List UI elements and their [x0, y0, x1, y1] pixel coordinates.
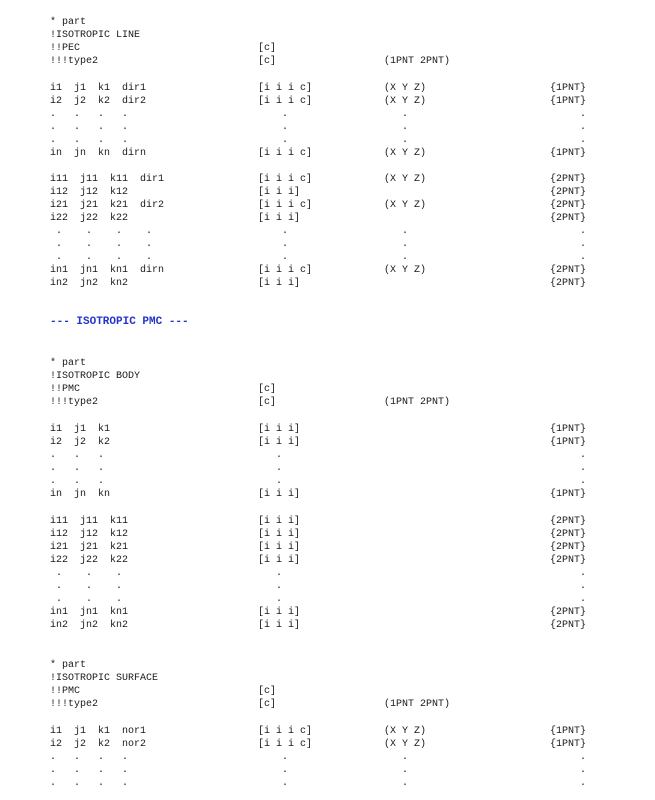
code-line — [0, 370, 655, 383]
code-column-4: {2PNT} — [550, 516, 587, 527]
code-column-2: [i i i] — [258, 278, 301, 289]
code-column-4: {2PNT} — [550, 278, 587, 289]
code-line — [0, 108, 655, 121]
code-line — [0, 488, 655, 501]
section-header-isotropic-pmc: --- ISOTROPIC PMC --- — [50, 316, 189, 328]
code-column-3: (X Y Z) — [384, 200, 427, 211]
code-column-2: [i i i] — [258, 424, 301, 435]
code-line — [0, 147, 655, 160]
code-column-4: {2PNT} — [550, 174, 587, 185]
code-column-4: . — [550, 594, 587, 605]
code-column-3: . — [384, 778, 409, 789]
code-column-1: . . . . — [50, 109, 129, 120]
code-column-3: . — [384, 765, 409, 776]
code-column-1: i22 j22 k22 — [50, 213, 129, 224]
code-line — [0, 462, 655, 475]
code-column-1: i21 j21 k21 dir2 — [50, 200, 165, 211]
code-line — [0, 580, 655, 593]
code-line — [0, 725, 655, 738]
code-line — [0, 16, 655, 29]
code-column-4: . — [550, 450, 587, 461]
code-column-2: . — [258, 568, 283, 579]
code-column-1: in1 jn1 kn1 dirn — [50, 265, 165, 276]
code-column-3: (X Y Z) — [384, 739, 427, 750]
code-line — [0, 55, 655, 68]
code-column-1: * part — [50, 660, 87, 671]
code-line — [0, 567, 655, 580]
code-line — [0, 515, 655, 528]
code-line — [0, 449, 655, 462]
code-column-4: . — [550, 476, 587, 487]
code-column-1: . . . . — [50, 226, 153, 237]
code-line — [0, 475, 655, 488]
code-column-4: . — [550, 581, 587, 592]
code-column-2: [i i i c] — [258, 265, 313, 276]
code-column-3: (1PNT 2PNT) — [384, 56, 451, 67]
code-column-2: . — [258, 450, 283, 461]
code-line — [0, 264, 655, 277]
code-column-2: [c] — [258, 43, 277, 54]
code-column-3: (X Y Z) — [384, 148, 427, 159]
code-column-1: i1 j1 k1 dir1 — [50, 83, 147, 94]
code-line — [0, 423, 655, 436]
code-column-3: . — [384, 252, 409, 263]
code-column-2: [i i i] — [258, 555, 301, 566]
code-column-3: . — [384, 122, 409, 133]
code-column-2: [i i i] — [258, 516, 301, 527]
code-column-2: [i i i c] — [258, 739, 313, 750]
code-column-2: [i i i c] — [258, 96, 313, 107]
code-column-2: . — [258, 239, 289, 250]
code-column-4: {1PNT} — [550, 96, 587, 107]
code-column-4: . — [550, 109, 587, 120]
code-column-4: {1PNT} — [550, 489, 587, 500]
code-column-4: . — [550, 765, 587, 776]
code-line — [0, 134, 655, 147]
code-column-4: {2PNT} — [550, 265, 587, 276]
code-line — [0, 396, 655, 409]
code-column-3: . — [384, 226, 409, 237]
code-column-1: . . . — [50, 594, 123, 605]
code-column-2: [i i i] — [258, 187, 301, 198]
code-column-4: {2PNT} — [550, 620, 587, 631]
code-line — [0, 777, 655, 790]
code-line — [0, 29, 655, 42]
code-column-2: [i i i] — [258, 437, 301, 448]
code-column-2: [i i i c] — [258, 83, 313, 94]
code-column-1: in jn kn dirn — [50, 148, 147, 159]
code-column-1: i12 j12 k12 — [50, 187, 129, 198]
code-column-3: (1PNT 2PNT) — [384, 397, 451, 408]
code-line — [0, 225, 655, 238]
code-line — [0, 738, 655, 751]
code-line — [0, 698, 655, 711]
code-line — [0, 238, 655, 251]
code-column-1: . . . — [50, 581, 123, 592]
code-column-1: . . . — [50, 463, 105, 474]
code-column-2: . — [258, 752, 289, 763]
code-column-2: [i i i c] — [258, 200, 313, 211]
code-column-4: {1PNT} — [550, 739, 587, 750]
code-line — [0, 685, 655, 698]
code-column-4: {1PNT} — [550, 437, 587, 448]
code-column-1: . . . . — [50, 239, 153, 250]
code-column-1: !ISOTROPIC BODY — [50, 371, 141, 382]
code-line — [0, 251, 655, 264]
code-column-1: !!PMC — [50, 686, 81, 697]
code-column-1: in2 jn2 kn2 — [50, 620, 129, 631]
code-column-2: . — [258, 581, 283, 592]
code-line — [0, 619, 655, 632]
code-column-2: [c] — [258, 699, 277, 710]
code-column-2: [i i i] — [258, 213, 301, 224]
code-column-2: . — [258, 778, 289, 789]
code-line — [0, 764, 655, 777]
code-column-1: . . . . — [50, 765, 129, 776]
code-column-2: . — [258, 463, 283, 474]
code-column-1: i21 j21 k21 — [50, 542, 129, 553]
code-column-2: [c] — [258, 384, 277, 395]
code-column-1: * part — [50, 17, 87, 28]
code-line — [0, 186, 655, 199]
code-column-1: !ISOTROPIC SURFACE — [50, 673, 159, 684]
code-column-3: (X Y Z) — [384, 83, 427, 94]
code-column-4: . — [550, 752, 587, 763]
code-column-1: i12 j12 k12 — [50, 529, 129, 540]
code-column-4: . — [550, 226, 587, 237]
code-column-1: i2 j2 k2 nor2 — [50, 739, 147, 750]
code-column-4: . — [550, 568, 587, 579]
code-line — [0, 95, 655, 108]
code-column-3: (1PNT 2PNT) — [384, 699, 451, 710]
code-column-1: . . . . — [50, 252, 153, 263]
code-column-4: {1PNT} — [550, 424, 587, 435]
code-column-2: [c] — [258, 686, 277, 697]
code-column-1: . . . — [50, 568, 123, 579]
code-column-2: [i i i] — [258, 529, 301, 540]
code-column-1: . . . — [50, 476, 105, 487]
code-line — [0, 121, 655, 134]
code-column-4: {1PNT} — [550, 726, 587, 737]
code-line — [0, 751, 655, 764]
code-column-1: !!!type2 — [50, 699, 99, 710]
code-column-4: . — [550, 463, 587, 474]
code-column-1: !ISOTROPIC LINE — [50, 30, 141, 41]
code-line — [0, 606, 655, 619]
code-column-1: . . . . — [50, 122, 129, 133]
code-column-1: i22 j22 k22 — [50, 555, 129, 566]
code-column-4: {2PNT} — [550, 200, 587, 211]
code-column-2: [i i i] — [258, 607, 301, 618]
code-column-1: i11 j11 k11 dir1 — [50, 174, 165, 185]
code-line — [0, 672, 655, 685]
code-column-4: . — [550, 135, 587, 146]
code-column-2: [i i i c] — [258, 174, 313, 185]
code-column-3: . — [384, 752, 409, 763]
code-column-4: {2PNT} — [550, 187, 587, 198]
code-line — [0, 436, 655, 449]
code-column-3: . — [384, 135, 409, 146]
code-line — [0, 554, 655, 567]
code-column-4: {2PNT} — [550, 607, 587, 618]
code-column-2: [i i i] — [258, 489, 301, 500]
code-column-1: . . . . — [50, 778, 129, 789]
code-column-2: . — [258, 122, 289, 133]
code-column-1: . . . — [50, 450, 105, 461]
code-column-1: * part — [50, 358, 87, 369]
code-column-3: (X Y Z) — [384, 726, 427, 737]
code-column-3: (X Y Z) — [384, 96, 427, 107]
code-column-1: !!!type2 — [50, 397, 99, 408]
code-column-1: !!PMC — [50, 384, 81, 395]
code-line — [0, 593, 655, 606]
code-column-4: {1PNT} — [550, 148, 587, 159]
code-column-2: . — [258, 226, 289, 237]
code-column-2: [i i i c] — [258, 726, 313, 737]
code-column-1: . . . . — [50, 135, 129, 146]
code-column-1: i1 j1 k1 nor1 — [50, 726, 147, 737]
code-column-2: . — [258, 476, 283, 487]
code-column-1: i11 j11 k11 — [50, 516, 129, 527]
code-column-2: [i i i] — [258, 620, 301, 631]
code-line — [0, 212, 655, 225]
code-line — [0, 383, 655, 396]
code-line — [0, 199, 655, 212]
code-column-1: i2 j2 k2 — [50, 437, 111, 448]
code-column-4: . — [550, 122, 587, 133]
code-line — [0, 277, 655, 290]
code-column-1: in1 jn1 kn1 — [50, 607, 129, 618]
code-column-1: !!PEC — [50, 43, 81, 54]
code-column-2: [i i i] — [258, 542, 301, 553]
code-line — [0, 659, 655, 672]
code-line — [0, 42, 655, 55]
code-column-2: [c] — [258, 56, 277, 67]
code-line — [0, 82, 655, 95]
code-column-2: [i i i c] — [258, 148, 313, 159]
code-column-4: {2PNT} — [550, 555, 587, 566]
code-column-2: [c] — [258, 397, 277, 408]
code-column-1: in jn kn — [50, 489, 111, 500]
code-column-4: . — [550, 239, 587, 250]
code-column-1: in2 jn2 kn2 — [50, 278, 129, 289]
code-column-4: . — [550, 252, 587, 263]
code-column-1: . . . . — [50, 752, 129, 763]
code-column-2: . — [258, 135, 289, 146]
code-line — [0, 357, 655, 370]
code-column-1: i2 j2 k2 dir2 — [50, 96, 147, 107]
code-column-4: {1PNT} — [550, 83, 587, 94]
code-column-2: . — [258, 765, 289, 776]
code-column-4: {2PNT} — [550, 213, 587, 224]
code-column-2: . — [258, 594, 283, 605]
code-line — [0, 173, 655, 186]
code-column-3: . — [384, 239, 409, 250]
code-column-4: {2PNT} — [550, 542, 587, 553]
code-column-3: (X Y Z) — [384, 174, 427, 185]
code-column-2: . — [258, 252, 289, 263]
code-column-3: . — [384, 109, 409, 120]
code-column-4: {2PNT} — [550, 529, 587, 540]
code-line — [0, 541, 655, 554]
code-column-4: . — [550, 778, 587, 789]
code-column-1: i1 j1 k1 — [50, 424, 111, 435]
code-column-1: !!!type2 — [50, 56, 99, 67]
code-line — [0, 528, 655, 541]
code-column-2: . — [258, 109, 289, 120]
code-column-3: (X Y Z) — [384, 265, 427, 276]
